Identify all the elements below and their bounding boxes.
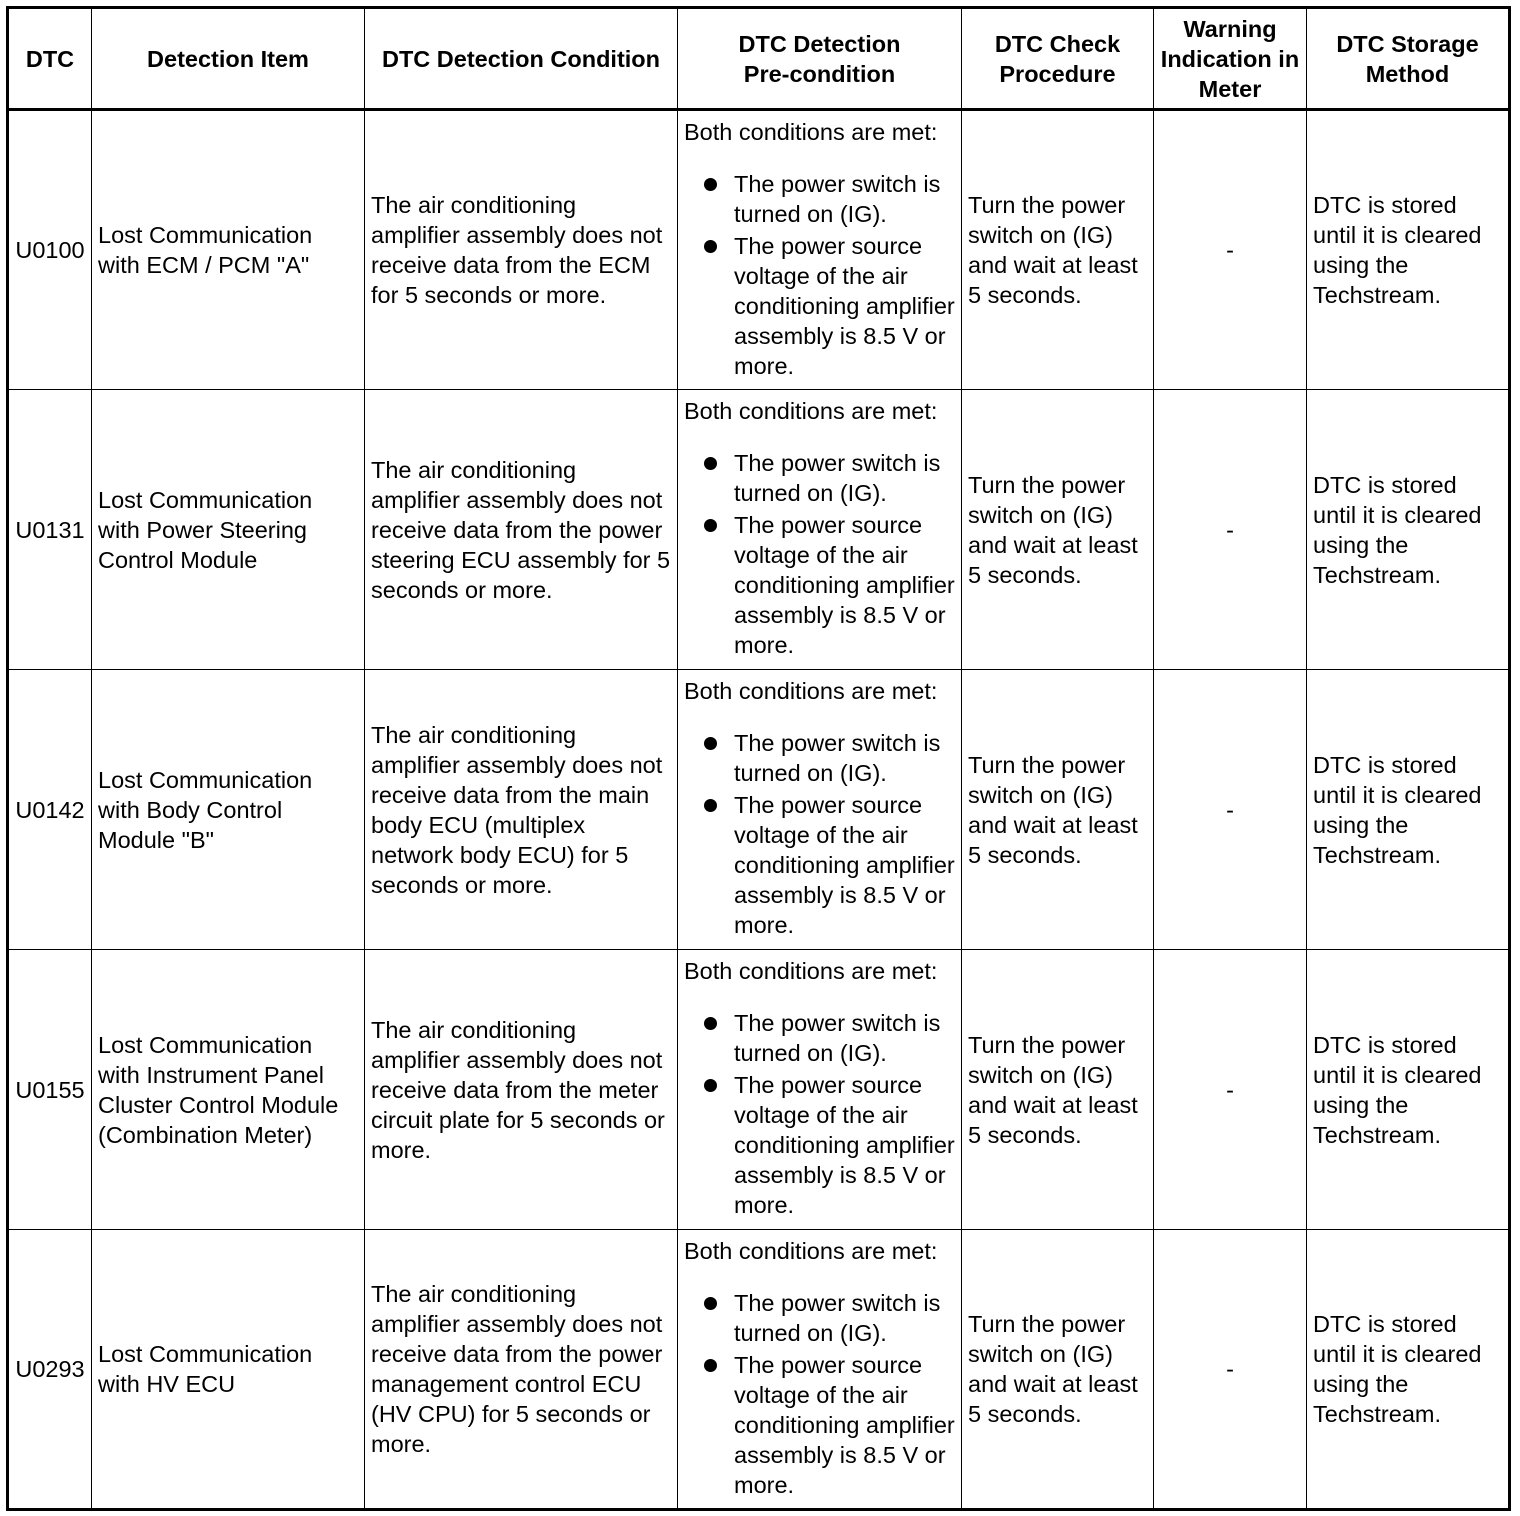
pre-condition-item xyxy=(684,790,955,940)
dtc-code: U0293 xyxy=(8,1230,92,1510)
pre-condition-item-text: The power source voltage of the air conditioning amplifier assembly is 8.5 V or more. xyxy=(734,1072,955,1218)
dtc-code: U0155 xyxy=(8,950,92,1230)
pre-condition-item-text: The power source voltage of the air conditioning amplifier assembly is 8.5 V or more. xyxy=(734,512,955,658)
dtc-code: U0142 xyxy=(8,670,92,950)
pre-condition-item-text: The power source voltage of the air conditioning amplifier assembly is 8.5 V or more. xyxy=(734,1352,955,1498)
table-row xyxy=(8,390,1510,670)
detection-item: Lost Communication with HV ECU xyxy=(92,1230,365,1510)
header-warning-indication: Warning Indication in Meter xyxy=(1154,8,1307,110)
pre-condition xyxy=(678,390,962,670)
pre-condition xyxy=(678,1230,962,1510)
header-detection-condition: DTC Detection Condition xyxy=(365,8,678,110)
pre-condition-intro: Both conditions are met: xyxy=(684,1238,938,1264)
bullet-icon xyxy=(704,737,717,750)
storage-method: DTC is stored until it is cleared using the Techstream. xyxy=(1307,390,1510,670)
dtc-table xyxy=(6,6,1511,1511)
bullet-icon xyxy=(704,1359,717,1372)
bullet-icon xyxy=(704,457,717,470)
pre-condition-item xyxy=(684,169,955,229)
check-procedure: Turn the power switch on (IG) and wait at least 5 seconds. xyxy=(962,1230,1154,1510)
pre-condition-item xyxy=(684,448,955,508)
warning-indication: - xyxy=(1154,110,1307,390)
bullet-icon xyxy=(704,178,717,191)
pre-condition-item xyxy=(684,1288,955,1348)
pre-condition-intro: Both conditions are met: xyxy=(684,119,938,145)
pre-condition-item-text: The power switch is turned on (IG). xyxy=(734,1010,941,1066)
pre-condition-item-text: The power switch is turned on (IG). xyxy=(734,1290,941,1346)
detection-item: Lost Communication with ECM / PCM "A" xyxy=(92,110,365,390)
warning-indication: - xyxy=(1154,670,1307,950)
pre-condition-item xyxy=(684,231,955,381)
dtc-code: U0100 xyxy=(8,110,92,390)
warning-indication: - xyxy=(1154,950,1307,1230)
storage-method: DTC is stored until it is cleared using the Techstream. xyxy=(1307,1230,1510,1510)
pre-condition-list xyxy=(684,1008,955,1220)
bullet-icon xyxy=(704,799,717,812)
bullet-icon xyxy=(704,240,717,253)
pre-condition-list xyxy=(684,448,955,660)
detection-condition: The air conditioning amplifier assembly does not receive data from the main body ECU (multiplex network body ECU) for 5 seconds or more. xyxy=(365,670,678,950)
warning-indication: - xyxy=(1154,390,1307,670)
check-procedure: Turn the power switch on (IG) and wait at least 5 seconds. xyxy=(962,390,1154,670)
storage-method: DTC is stored until it is cleared using the Techstream. xyxy=(1307,950,1510,1230)
pre-condition-item-text: The power switch is turned on (IG). xyxy=(734,450,941,506)
check-procedure: Turn the power switch on (IG) and wait at least 5 seconds. xyxy=(962,670,1154,950)
pre-condition-item xyxy=(684,510,955,660)
detection-item: Lost Communication with Instrument Panel Cluster Control Module (Combination Meter) xyxy=(92,950,365,1230)
header-detection-item: Detection Item xyxy=(92,8,365,110)
storage-method: DTC is stored until it is cleared using the Techstream. xyxy=(1307,110,1510,390)
bullet-icon xyxy=(704,1017,717,1030)
pre-condition-intro: Both conditions are met: xyxy=(684,958,938,984)
bullet-icon xyxy=(704,1297,717,1310)
check-procedure: Turn the power switch on (IG) and wait at least 5 seconds. xyxy=(962,110,1154,390)
storage-method: DTC is stored until it is cleared using the Techstream. xyxy=(1307,670,1510,950)
detection-condition: The air conditioning amplifier assembly does not receive data from the power steering ECU assembly for 5 seconds or more. xyxy=(365,390,678,670)
pre-condition-list xyxy=(684,728,955,940)
pre-condition-item-text: The power source voltage of the air conditioning amplifier assembly is 8.5 V or more. xyxy=(734,792,955,938)
warning-indication: - xyxy=(1154,1230,1307,1510)
pre-condition-item-text: The power source voltage of the air conditioning amplifier assembly is 8.5 V or more. xyxy=(734,233,955,379)
dtc-code: U0131 xyxy=(8,390,92,670)
pre-condition xyxy=(678,950,962,1230)
pre-condition-item-text: The power switch is turned on (IG). xyxy=(734,730,941,786)
bullet-icon xyxy=(704,519,717,532)
header-pre-condition: DTC Detection Pre-condition xyxy=(678,8,962,110)
pre-condition-item xyxy=(684,728,955,788)
table-row xyxy=(8,950,1510,1230)
header-row xyxy=(8,8,1510,110)
detection-condition: The air conditioning amplifier assembly does not receive data from the meter circuit plate for 5 seconds or more. xyxy=(365,950,678,1230)
detection-item: Lost Communication with Power Steering Control Module xyxy=(92,390,365,670)
header-storage-method: DTC Storage Method xyxy=(1307,8,1510,110)
pre-condition-intro: Both conditions are met: xyxy=(684,398,938,424)
check-procedure: Turn the power switch on (IG) and wait at least 5 seconds. xyxy=(962,950,1154,1230)
table-row xyxy=(8,110,1510,390)
pre-condition-item xyxy=(684,1008,955,1068)
detection-item: Lost Communication with Body Control Module "B" xyxy=(92,670,365,950)
pre-condition xyxy=(678,110,962,390)
header-check-procedure: DTC Check Procedure xyxy=(962,8,1154,110)
detection-condition: The air conditioning amplifier assembly does not receive data from the power management control ECU (HV CPU) for 5 seconds or more. xyxy=(365,1230,678,1510)
table-row xyxy=(8,1230,1510,1510)
pre-condition-item-text: The power switch is turned on (IG). xyxy=(734,171,941,227)
pre-condition-list xyxy=(684,169,955,381)
bullet-icon xyxy=(704,1079,717,1092)
pre-condition-list xyxy=(684,1288,955,1500)
pre-condition xyxy=(678,670,962,950)
pre-condition-item xyxy=(684,1070,955,1220)
pre-condition-intro: Both conditions are met: xyxy=(684,678,938,704)
table-row xyxy=(8,670,1510,950)
detection-condition: The air conditioning amplifier assembly does not receive data from the ECM for 5 seconds or more. xyxy=(365,110,678,390)
pre-condition-item xyxy=(684,1350,955,1500)
header-dtc: DTC xyxy=(8,8,92,110)
